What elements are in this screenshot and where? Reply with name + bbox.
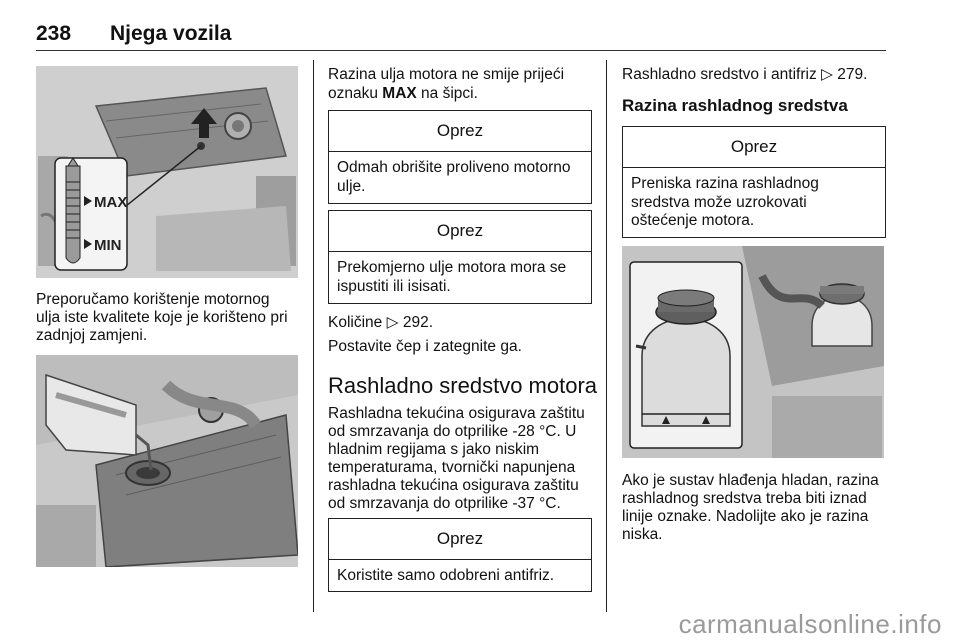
oil-filling-illustration — [36, 355, 298, 567]
caution-title: Oprez — [329, 111, 591, 152]
quantities-reference: Količine ▷ 292. — [328, 314, 433, 331]
caution-box-2 — [328, 210, 592, 304]
page-ref-icon: ▷ — [821, 66, 833, 83]
col3-paragraph-line2: rashladnog sredstva treba biti iznad — [622, 490, 867, 507]
caution-box-3 — [328, 518, 592, 592]
caution-body: Prekomjerno ulje motora mora se ispustiti ili isisati. — [337, 259, 567, 295]
coolant-reservoir-image — [622, 246, 884, 458]
caution-box-1 — [328, 110, 592, 204]
header-rule — [36, 50, 886, 51]
max-label: MAX — [94, 194, 128, 211]
coolant-text-line5: rashladna tekućina osigurava zaštitu — [328, 477, 579, 494]
engine-dipstick-illustration — [36, 66, 298, 278]
page-title: Njega vozila — [110, 22, 232, 45]
col1-paragraph-line1: Preporučamo korištenje motornog — [36, 291, 270, 308]
col2-intro-line1: Razina ulja motora ne smije prijeći — [328, 66, 565, 83]
page-number: 238 — [36, 22, 72, 45]
watermark: carmanualsonline.info — [678, 609, 942, 639]
caution-title: Oprez — [329, 519, 591, 560]
caution-body: Odmah obrišite proliveno motorno ulje. — [337, 159, 571, 195]
col1-paragraph-line2: ulja iste kvalitete koje je korišteno pri — [36, 309, 288, 326]
min-label: MIN — [94, 237, 122, 254]
page-ref-icon: ▷ — [386, 314, 399, 331]
engine-dipstick-image — [36, 66, 298, 278]
column-separator-2 — [606, 60, 607, 612]
coolant-text-line3: hladnim regijama s jako niskim — [328, 441, 540, 458]
caution-box-4 — [622, 126, 886, 238]
col3-paragraph-line3: linije oznake. Nadolijte ako je razina — [622, 508, 869, 525]
coolant-text-line1: Rashladna tekućina osigurava zaštitu — [328, 405, 585, 422]
caution-body: Preniska razina rashladnog sredstva može uzrokovati oštećenje motora. — [631, 175, 819, 229]
oil-filling-image — [36, 355, 298, 567]
coolant-text-line6: od smrzavanja do otprilike -37 °C. — [328, 495, 561, 512]
caution-title: Oprez — [329, 211, 591, 252]
cap-instruction: Postavite čep i zategnite ga. — [328, 338, 522, 355]
caution-title: Oprez — [623, 127, 885, 168]
column-separator-1 — [313, 60, 314, 612]
coolant-text-line4: temperaturama, tvornički napunjena — [328, 459, 576, 476]
caution-body: Koristite samo odobreni antifriz. — [337, 567, 555, 584]
antifreeze-reference: Rashladno sredstvo i antifriz ▷ 279. — [622, 66, 868, 83]
coolant-level-heading: Razina rashladnog sredstva — [622, 96, 848, 115]
coolant-section-heading: Rashladno sredstvo motora — [328, 373, 598, 398]
page-header — [36, 22, 886, 50]
col1-paragraph-line3: zadnjoj zamjeni. — [36, 327, 148, 344]
max-mark: MAX — [382, 85, 417, 102]
coolant-text-line2: od smrzavanja do otprilike -28 °C. U — [328, 423, 577, 440]
col3-paragraph-line1: Ako je sustav hlađenja hladan, razina — [622, 472, 879, 489]
col3-paragraph-line4: niska. — [622, 526, 663, 543]
coolant-reservoir-illustration — [622, 246, 884, 458]
col2-intro-line2: oznaku MAX na šipci. — [328, 85, 478, 102]
